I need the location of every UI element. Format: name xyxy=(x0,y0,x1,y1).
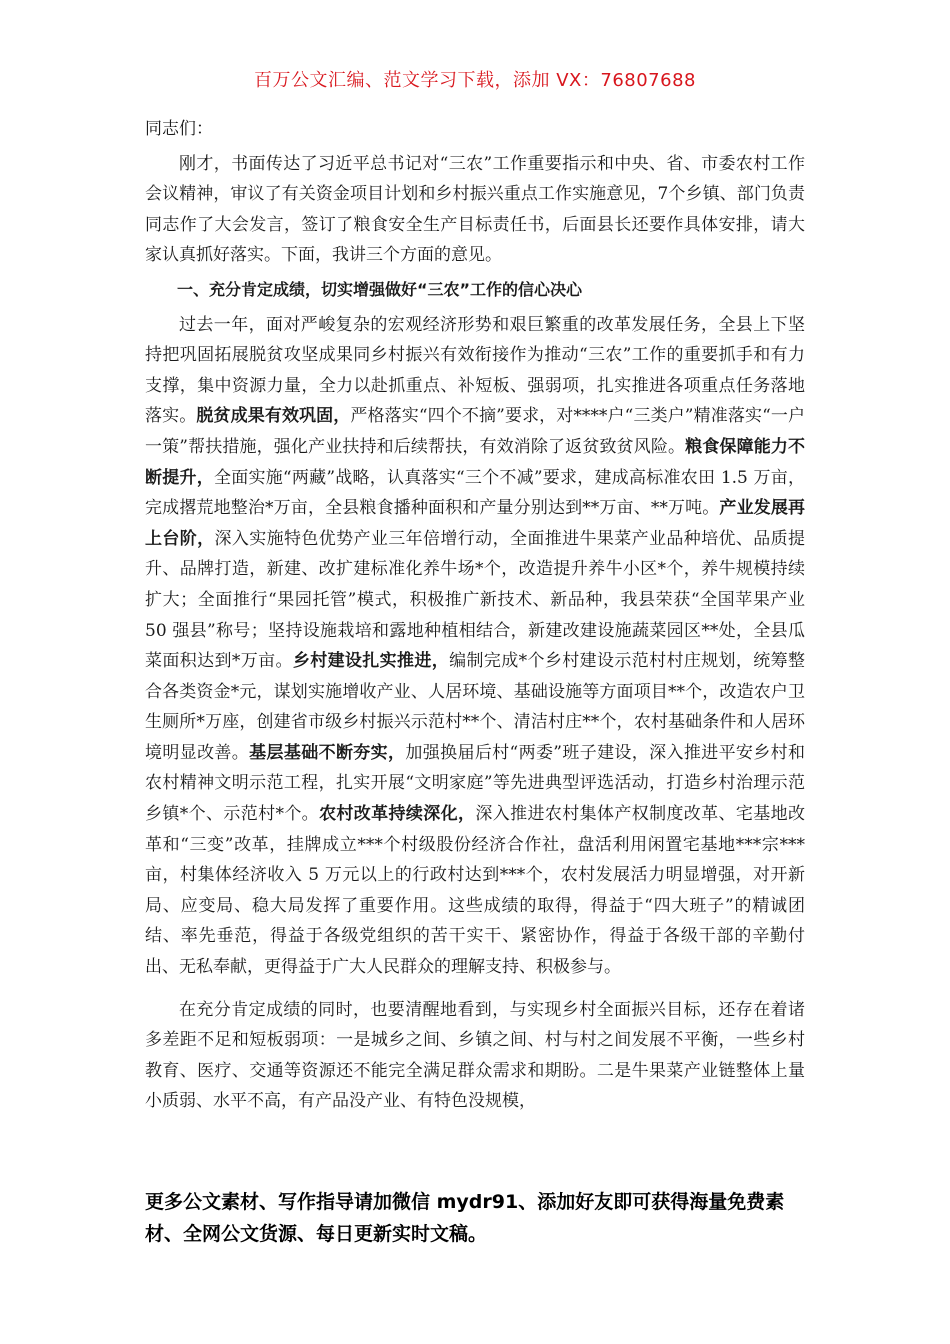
paragraph-intro: 刚才，书面传达了习近平总书记对“三农”工作重要指示和中央、省、市委农村工作会议精神，审议了有关资金项目计划和乡村振兴重点工作实施意见，7个乡镇、部门负责同志作了大会发言，签订了粮食安全生产目标责任书，后面县长还要作具体安排，请大家认真抓好落实。下面，我讲三个方面的意见。 xyxy=(145,153,805,266)
paragraph-achievements xyxy=(145,310,805,983)
text-industry: 深入实施特色优势产业三年倍增行动，全面推进牛果菜产业品种培优、品质提升、品牌打造，新建、改扩建标准化养牛场*个，改造提升养牛小区*个，养牛规模持续扩大；全面推行“果园托管”模式，积极推广新技术、新品种，我县荣获“全国苹果产业 50 强县”称号；坚持设施栽培和露地种植相结合，新建改建设施蔬菜园区**处，全县瓜菜面积达到*万亩。 xyxy=(145,528,806,672)
text-reform: 深入推进农村集体产权制度改革、宅基地改革和“三变”改革，挂牌成立***个村级股份经济合作社，盘活利用闲置宅基地***宗***亩，村集体经济收入 5 万元以上的行政村达到***个，农村发展活力明显增强，对开新局、应变局、稳大局发挥了重要作用。这些成绩的取得，得益于“四大班子”的精诚团结、率先垂范，得益于各级党组织的苦干实干、紧密协作，得益于各级干部的辛勤付出、无私奉献，更得益于广大人民群众的理解支持、积极参与。 xyxy=(145,804,806,978)
text-rural-construction: 编制完成*个乡村建设示范村村庄规划，统筹整合各类资金*元，谋划实施增收产业、人居环境、基础设施等方面项目**个，改造农户卫生厕所*万座，创建省市级乡村振兴示范村**个、清洁村庄**个，农村基础条件和人居环境明显改善。 xyxy=(145,651,806,763)
highlight-rural-construction: 乡村建设扎实推进， xyxy=(292,651,450,672)
text-poverty: 严格落实“四个不摘”要求，对****户“三类户”精准落实“一户一策”帮扶措施，强化产业扶持和后续帮扶，有效消除了返贫致贫风险。 xyxy=(145,406,805,457)
text-grassroots: 加强换届后村“两委”班子建设，深入推进平安乡村和农村精神文明示范工程，扎实开展“文明家庭”等先进典型评选活动，打造乡村治理示范乡镇*个、示范村*个。 xyxy=(145,742,806,825)
highlight-grain: 粮食保障能力不断提升， xyxy=(145,436,805,488)
header-banner: 百万公文汇编、范文学习下载，添加 VX：76807688 xyxy=(254,70,696,91)
section-heading-1: 一、充分肯定成绩，切实增强做好“三农”工作的信心决心 xyxy=(177,279,583,299)
highlight-industry: 产业发展再上台阶， xyxy=(145,498,806,549)
document-body xyxy=(145,114,805,1117)
salutation: 同志们： xyxy=(145,119,213,139)
footer-promo: 更多公文素材、写作指导请加微信 mydr91、添加好友即可获得海量免费素材、全网公文货源、每日更新实时文稿。 xyxy=(145,1191,785,1245)
highlight-grassroots: 基层基础不断夯实， xyxy=(249,742,406,763)
paragraph-shortcomings: 在充分肯定成绩的同时，也要清醒地看到，与实现乡村全面振兴目标，还存在着诸多差距不足和短板弱项：一是城乡之间、乡镇之间、村与村之间发展不平衡，一些乡村教育、医疗、交通等资源还不能完全满足群众需求和期盼。二是牛果菜产业链整体上量小质弱、水平不高，有产品没产业、有特色没规模， xyxy=(145,999,805,1112)
highlight-poverty: 脱贫成果有效巩固， xyxy=(196,406,351,427)
achievements-intro: 过去一年，面对严峻复杂的宏观经济形势和艰巨繁重的改革发展任务，全县上下坚持把巩固拓展脱贫攻坚成果同乡村振兴有效衔接作为推动“三农”工作的重要抓手和有力支撑，集中资源力量，全力以赴抓重点、补短板、强弱项，扎实推进各项重点任务落地落实。 xyxy=(145,314,805,427)
text-grain: 全面实施“两藏”战略，认真落实“三个不减”要求，建成高标准农田 1.5 万亩，完成撂荒地整治*万亩，全县粮食播种面积和产量分别达到**万亩、**万吨。 xyxy=(145,467,806,519)
highlight-reform: 农村改革持续深化， xyxy=(319,804,476,825)
